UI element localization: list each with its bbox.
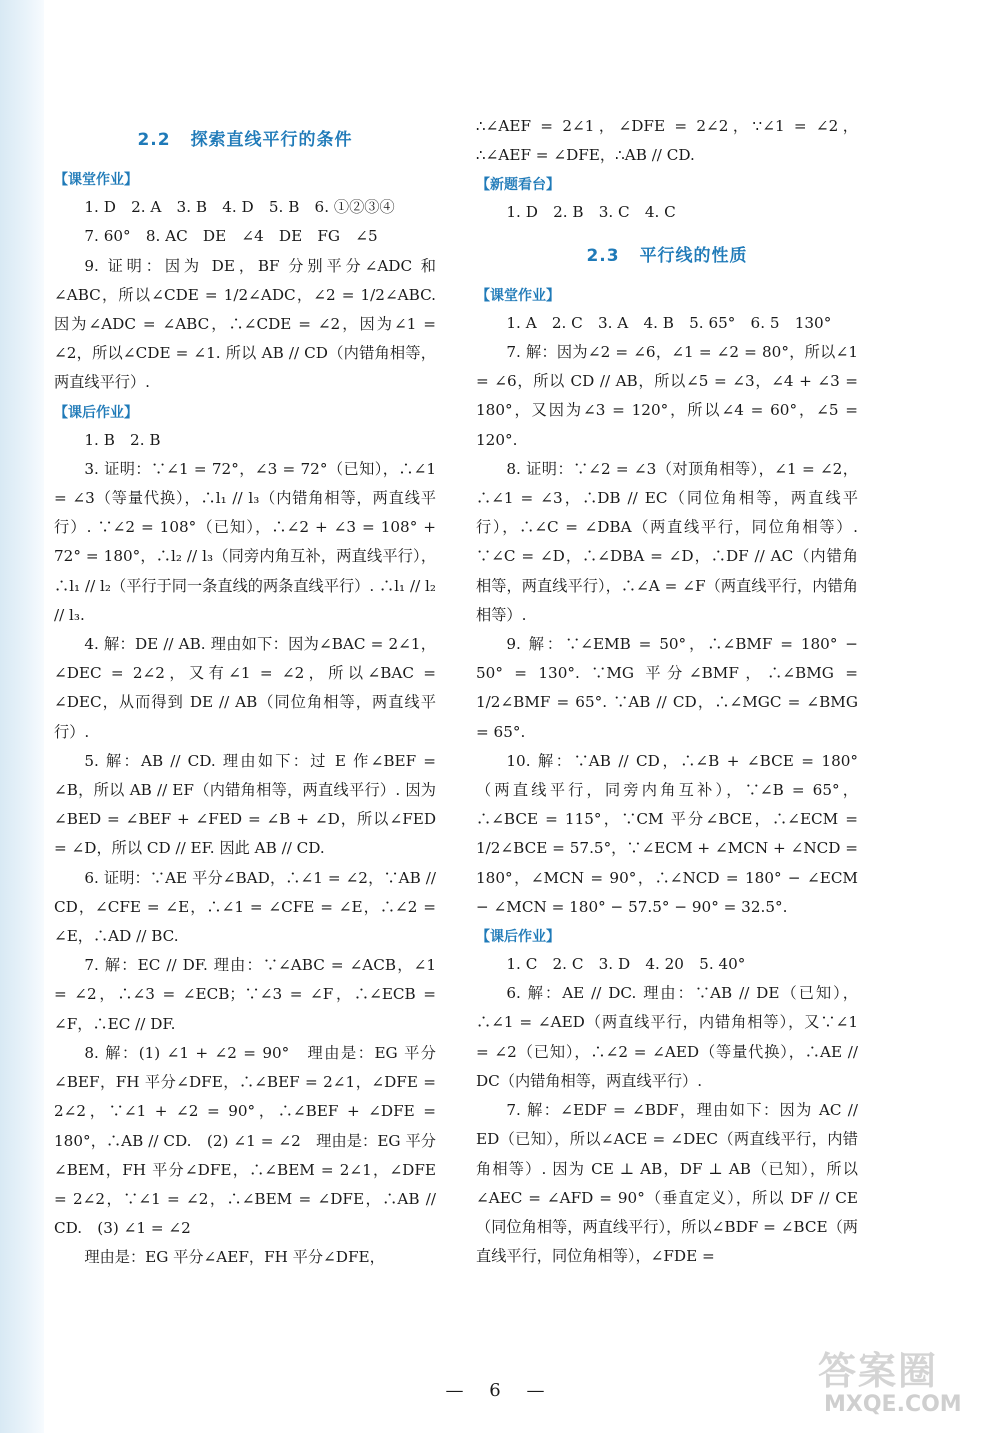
answer-line: 1. D 2. A 3. B 4. D 5. B 6. ①②③④ [84, 198, 395, 217]
left-column [54, 112, 436, 1273]
answer-line: 7. 60° 8. AC DE ∠4 DE FG ∠5 [84, 227, 378, 246]
answer-proof: 10. 解：∵AB // CD，∴∠B + ∠BCE = 180°（两直线平行，同旁内角互补），∵∠B = 65°，∴∠BCE = 115°，∵CM 平分∠BCE，∴∠ECM = 1/2∠BCE = 57.5°，∵∠ECM + ∠MCN + ∠NCD = 180°，∠MCN = 90°，∴∠NCD = 180° − ∠ECM − ∠MCN = 180° − 57.5° − 90° = 32.5°. [476, 751, 858, 916]
section-heading: 平行线的性质 [639, 245, 748, 266]
tag-classwork: 【课堂作业】 [54, 172, 138, 189]
answer-proof: 4. 解：DE // AB. 理由如下：因为∠BAC = 2∠1，∠DEC = 2∠2，又有∠1 = ∠2，所以∠BAC = ∠DEC，从而得到 DE // AB（同位角相等，两直线平行）. [54, 635, 436, 741]
answer-proof: 理由是：EG 平分∠AEF，FH 平分∠DFE， [84, 1248, 385, 1267]
section-number: 2.3 [586, 245, 620, 266]
answer-line: 1. B 2. B [84, 430, 161, 449]
section-heading: 探索直线平行的条件 [190, 130, 353, 150]
section-title-2-2 [54, 126, 436, 155]
answer-proof: 9. 证明：因为 DE，BF 分别平分∠ADC 和∠ABC，所以∠CDE = 1/2∠ADC，∠2 = 1/2∠ABC. 因为∠ADC = ∠ABC，∴∠CDE = ∠2，因为∠1 = ∠2，所以∠CDE = ∠1. 所以 AB // CD（内错角相等，两直线平行）. [54, 256, 436, 392]
watermark [818, 1340, 998, 1430]
answer-proof: 8. 解：(1) ∠1 + ∠2 = 90° 理由是：EG 平分∠BEF，FH 平分∠DFE，∴∠BEF = 2∠1，∠DFE = 2∠2，∵∠1 + ∠2 = 90°，∴∠BEF + ∠DFE = 180°，∴AB // CD. (2) ∠1 = ∠2 理由是：EG 平分∠BEM，FH 平分∠DFE，∴∠BEM = 2∠1，∠DFE = 2∠2，∵∠1 = ∠2，∴∠BEM = ∠DFE，∴AB // CD. (3) ∠1 = ∠2 [54, 1043, 436, 1238]
answer-line: 1. C 2. C 3. D 4. 20 5. 40° [506, 955, 746, 974]
answer-line: 1. A 2. C 3. A 4. B 5. 65° 6. 5 130° [506, 313, 832, 332]
answer-proof: 9. 解：∵∠EMB = 50°，∴∠BMF = 180° − 50° = 130°. ∵MG 平分∠BMF，∴∠BMG = 1/2∠BMF = 65°. ∵AB // CD，∴∠MGC = ∠BMG = 65°. [476, 635, 858, 741]
right-column [476, 112, 858, 1271]
answer-proof: 7. 解：EC // DF. 理由：∵∠ABC = ∠ACB，∠1 = ∠2，∴∠3 = ∠ECB；∵∠3 = ∠F，∴∠ECB = ∠F，∴EC // DF. [54, 956, 436, 1033]
page-number: — 6 — [445, 1380, 555, 1401]
tag-homework: 【课后作业】 [54, 404, 138, 421]
answer-proof: 6. 解：AE // DC. 理由：∵AB // DE（已知），∴∠1 = ∠AED（两直线平行，内错角相等），又∵∠1 = ∠2（已知），∴∠2 = ∠AED（等量代换），∴AE // DC（内错角相等，两直线平行）. [476, 984, 858, 1090]
section-number: 2.2 [137, 130, 171, 150]
section-title-2-3 [476, 242, 858, 271]
page-spine-shade [0, 0, 44, 1433]
answer-proof: 3. 证明：∵∠1 = 72°，∠3 = 72°（已知），∴∠1 = ∠3（等量代换），∴l₁ // l₃（内错角相等，两直线平行）. ∵∠2 = 108°（已知），∴∠2 + ∠3 = 108° + 72° = 180°，∴l₂ // l₃（同旁内角互补，两直线平行），∴l₁ // l₂（平行于同一条直线的两条直线平行）. ∴l₁ // l₂ // l₃. [54, 459, 436, 624]
answer-proof: 5. 解：AB // CD. 理由如下：过 E 作∠BEF = ∠B，所以 AB // EF（内错角相等，两直线平行）. 因为∠BED = ∠BEF + ∠FED = ∠B + ∠D，所以∠FED = ∠D，所以 CD // EF. 因此 AB // CD. [54, 751, 436, 858]
tag-classwork: 【课堂作业】 [476, 287, 560, 304]
tag-homework: 【课后作业】 [476, 929, 560, 946]
answer-line: 1. D 2. B 3. C 4. C [506, 203, 676, 222]
answer-proof: 7. 解：∠EDF = ∠BDF，理由如下：因为 AC // ED（已知），所以∠ACE = ∠DEC（两直线平行，内错角相等）. 因为 CE ⊥ AB，DF ⊥ AB（已知），所以∠AEC = ∠AFD = 90°（垂直定义），所以 DF // CE（同位角相等，两直线平行），所以∠BDF = ∠BCE（两直线平行，同位角相等），∠FDE = [476, 1101, 858, 1266]
watermark-logo: 答案圈 [818, 1349, 939, 1393]
answer-proof: 7. 解：因为∠2 = ∠6，∠1 = ∠2 = 80°，所以∠1 = ∠6，所以 CD // AB，所以∠5 = ∠3，∠4 + ∠3 = 180°，又因为∠3 = 120°，所以∠4 = 60°，∠5 = 120°. [476, 343, 858, 449]
tag-new-questions: 【新题看台】 [476, 177, 560, 194]
answer-proof: ∴∠AEF = 2∠1，∠DFE = 2∠2，∵∠1 = ∠2，∴∠AEF = ∠DFE，∴AB // CD. [476, 117, 858, 165]
watermark-site: MXQE.COM [824, 1392, 962, 1417]
answer-proof: 6. 证明：∵AE 平分∠BAD，∴∠1 = ∠2，∵AB // CD，∠CFE = ∠E，∴∠1 = ∠CFE = ∠E，∴∠2 = ∠E，∴AD // BC. [54, 868, 436, 946]
answer-proof: 8. 证明：∵∠2 = ∠3（对顶角相等），∠1 = ∠2，∴∠1 = ∠3，∴DB // EC（同位角相等，两直线平行），∴∠C = ∠DBA（两直线平行，同位角相等）. ∵∠C = ∠D，∴∠DBA = ∠D，∴DF // AC（内错角相等，两直线平行），∴∠A = ∠F（两直线平行，内错角相等）. [476, 459, 858, 624]
